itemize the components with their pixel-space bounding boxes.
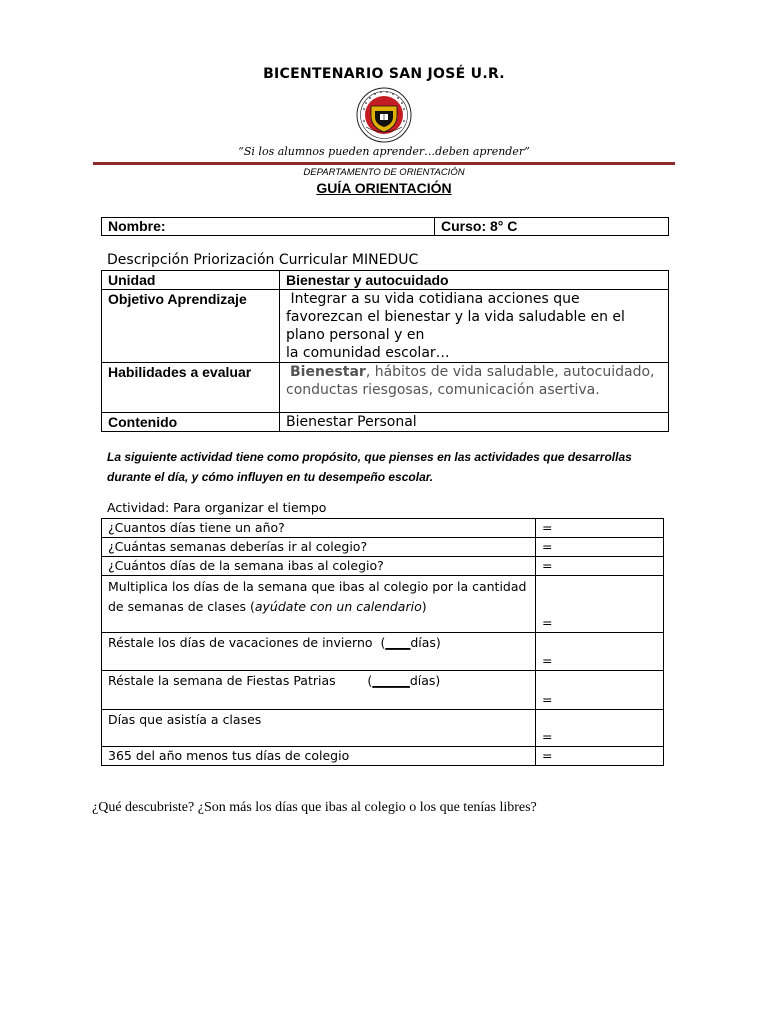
- objective-line: Integrar a su vida cotidiana acciones que: [286, 291, 580, 307]
- intro-line: La siguiente actividad tiene como propósito, que pienses en las actividades que desarrollas: [107, 450, 632, 464]
- objective-value: [280, 290, 669, 363]
- question-cell: ¿Cuantos días tiene un año?: [102, 519, 536, 538]
- table-row: [102, 576, 664, 633]
- school-crest-logo: [356, 87, 412, 143]
- intro-line: durante el día, y cómo influyen en tu desempeño escolar.: [107, 470, 434, 484]
- name-field[interactable]: Nombre:: [102, 218, 435, 236]
- closing-question: ¿Qué descubriste? ¿Son más los días que ibas al colegio o los que tenías libres?: [92, 800, 537, 815]
- curriculum-title: Descripción Priorización Curricular MINEDUC: [107, 252, 419, 268]
- blank-line[interactable]: ____: [385, 635, 411, 650]
- department-name: DEPARTAMENTO DE ORIENTACIÓN: [303, 167, 465, 178]
- answer-cell[interactable]: =: [536, 557, 664, 576]
- question-cell: Réstale los días de vacaciones de invierno (____días): [102, 633, 536, 671]
- curriculum-table: [101, 270, 669, 432]
- unit-value: Bienestar y autocuidado: [280, 271, 669, 290]
- skills-label: Habilidades a evaluar: [102, 363, 280, 413]
- answer-cell[interactable]: =: [536, 576, 664, 633]
- question-cell: Réstale la semana de Fiestas Patrias (______días): [102, 671, 536, 710]
- school-name: BICENTENARIO SAN JOSÉ U.R.: [263, 66, 505, 82]
- skills-value: [280, 363, 669, 413]
- objective-label: Objetivo Aprendizaje: [102, 290, 280, 363]
- question-cell: Días que asistía a clases: [102, 710, 536, 747]
- skills-line2: conductas riesgosas, comunicación asertiva.: [286, 382, 600, 398]
- table-row: [102, 519, 664, 538]
- content-value: Bienestar Personal: [280, 413, 669, 432]
- objective-line: favorezcan el bienestar y la vida saludable en el: [286, 309, 625, 325]
- blank-line[interactable]: ______: [372, 673, 410, 688]
- question-cell: ¿Cuántos días de la semana ibas al colegio?: [102, 557, 536, 576]
- activity-intro: [107, 447, 667, 487]
- skills-bold: Bienestar: [290, 364, 366, 380]
- hint-text: ayúdate con un calendario: [254, 599, 422, 614]
- header-divider: [93, 162, 675, 165]
- answer-cell[interactable]: =: [536, 747, 664, 766]
- content-label: Contenido: [102, 413, 280, 432]
- question-cell: ¿Cuántas semanas deberías ir al colegio?: [102, 538, 536, 557]
- school-motto: “Si los alumnos pueden aprender…deben aprender”: [238, 145, 530, 158]
- answer-cell[interactable]: =: [536, 633, 664, 671]
- table-row: [102, 710, 664, 747]
- table-row: [102, 538, 664, 557]
- table-row: [102, 557, 664, 576]
- table-row: [102, 671, 664, 710]
- table-row: [102, 633, 664, 671]
- answer-cell[interactable]: =: [536, 519, 664, 538]
- answer-cell[interactable]: =: [536, 710, 664, 747]
- answer-cell[interactable]: =: [536, 538, 664, 557]
- skills-line1: , hábitos de vida saludable, autocuidado,: [365, 364, 655, 380]
- question-line: Multiplica los días de la semana que ibas al colegio por la cantidad: [108, 579, 527, 594]
- question-cell: 365 del año menos tus días de colegio: [102, 747, 536, 766]
- answer-cell[interactable]: =: [536, 671, 664, 710]
- unit-label: Unidad: [102, 271, 280, 290]
- activity-label: Actividad: Para organizar el tiempo: [107, 500, 327, 515]
- objective-line: la comunidad escolar…: [286, 345, 450, 361]
- course-field: Curso: 8° C: [435, 218, 669, 236]
- student-info-table: [101, 217, 669, 236]
- question-line: de semanas de clases (ayúdate con un calendario): [108, 599, 427, 614]
- question-cell: [102, 576, 536, 633]
- activity-table: [101, 518, 664, 766]
- objective-line: plano personal y en: [286, 327, 425, 343]
- guide-title: GUÍA ORIENTACIÓN: [316, 180, 452, 196]
- table-row: [102, 747, 664, 766]
